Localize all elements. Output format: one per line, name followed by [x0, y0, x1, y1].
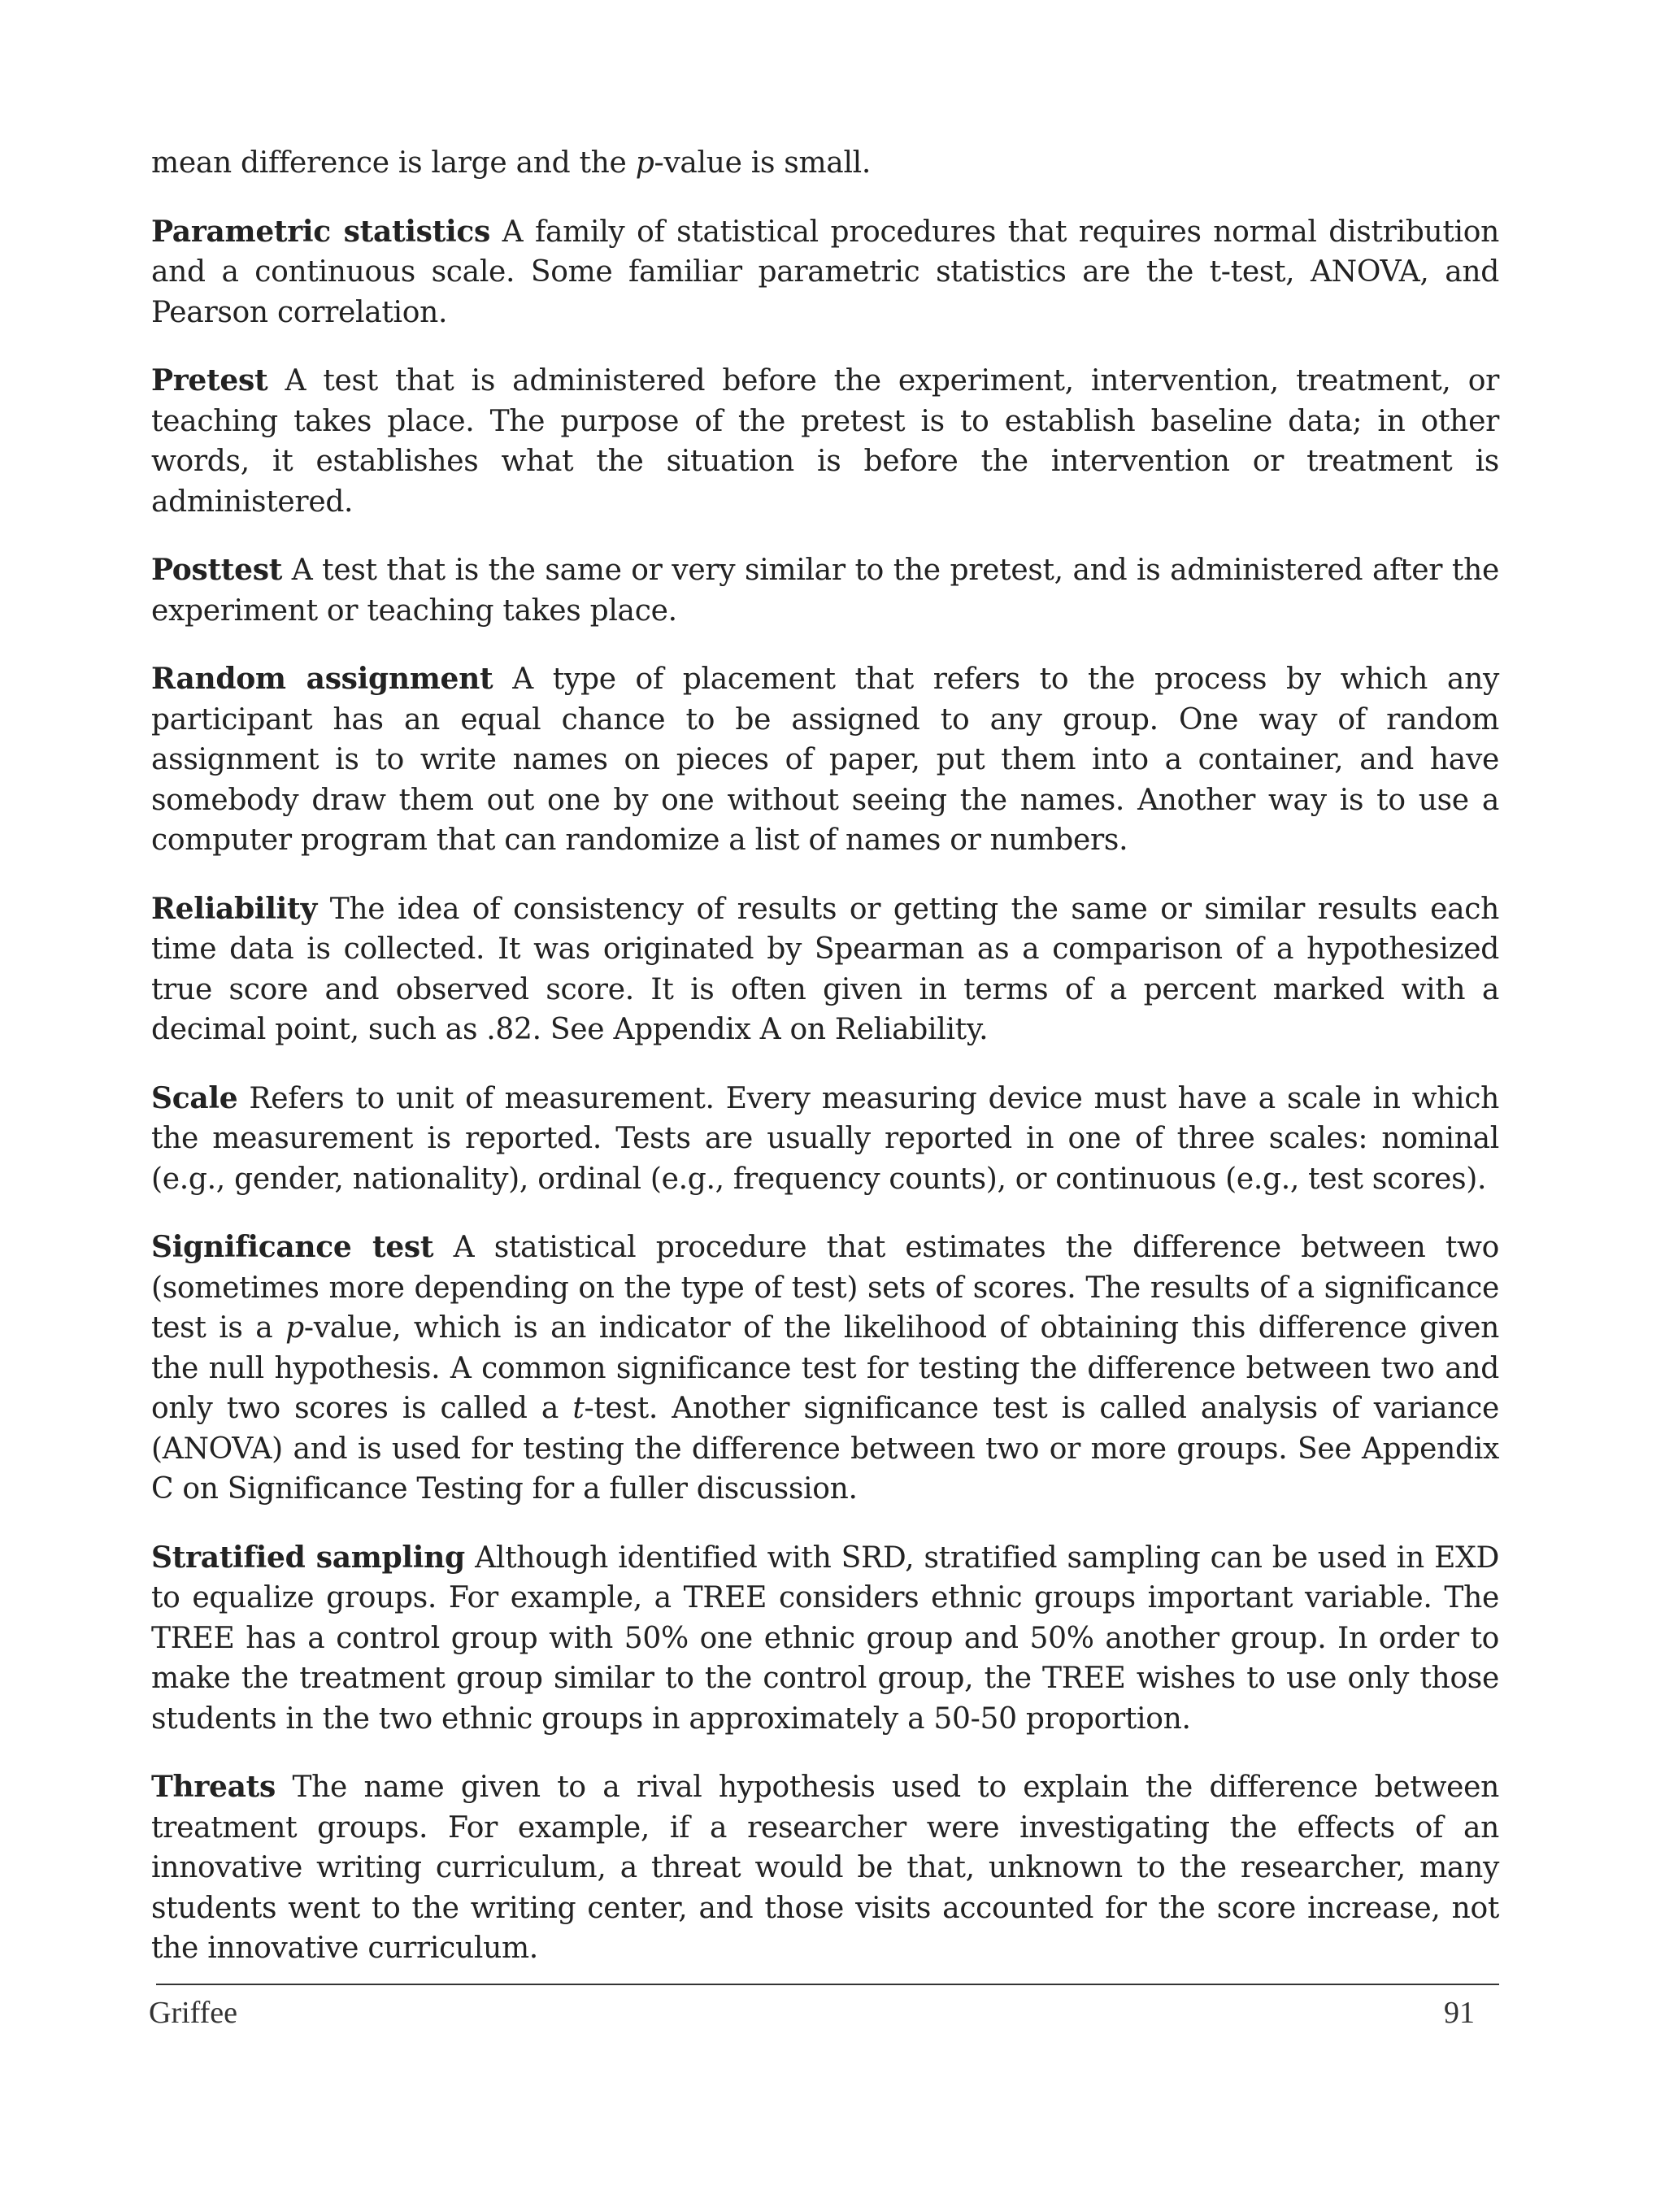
intro-italic: p [635, 146, 654, 180]
definition-significance-test-italic-t: t [572, 1392, 585, 1425]
definition-stratified-sampling: Although identified with SRD, stratified sampling can be used in EXD to equalize groups. For example, a TREE considers ethnic groups important variable. The TREE has a control group with 50% one ethnic group and 50% another group. In order to make the treatment group similar to the control group, the TREE wishes to use only those students in the two ethnic groups in approximately a 50-50 proportion. [151, 1541, 1500, 1736]
entry-parametric-statistics [151, 212, 1499, 333]
entry-random-assignment [151, 659, 1499, 861]
entry-pretest [151, 361, 1499, 522]
definition-reliability: The idea of consistency of results or getting the same or similar results each time data is collected. It was originated by Spearman as a comparison of a hypothesized true score and observed score. It is often given in terms of a percent marked with a decimal point, such as .82. See Appendix A on Reliability. [151, 892, 1499, 1046]
footer-divider [156, 1984, 1499, 1985]
term-reliability: Reliability [151, 891, 317, 926]
entry-reliability [151, 889, 1499, 1050]
entry-scale [151, 1079, 1499, 1200]
term-stratified-sampling: Stratified sampling [151, 1540, 465, 1575]
term-scale: Scale [151, 1080, 238, 1115]
definition-scale: Refers to unit of measurement. Every measuring device must have a scale in which the measurement is reported. Tests are usually reported in one of three scales: nominal (e.g., gender, nationality), ordinal (e.g., frequency counts), or continuous (e.g., test scores). [151, 1081, 1499, 1196]
definition-posttest: A test that is the same or very similar to the pretest, and is administered after the experiment or teaching takes place. [151, 554, 1499, 628]
intro-text-end: -value is small. [654, 146, 872, 180]
entry-threats [151, 1767, 1499, 1969]
intro-continuation [151, 143, 1499, 184]
definition-significance-test-part2: -value, which is an indicator of the likelihood of obtaining this difference given the null hypothesis. A common significance test for testing the difference between two and only two scores is called a [151, 1311, 1499, 1425]
footer-author: Griffee [149, 1996, 238, 2030]
glossary-body [151, 143, 1499, 1997]
definition-pretest: A test that is administered before the experiment, intervention, treatment, or teaching takes place. The purpose of the pretest is to establish baseline data; in other words, it establishes what the situation is before the intervention or treatment is administered. [151, 364, 1499, 519]
footer-page-number: 91 [1444, 1996, 1475, 2030]
term-significance-test: Significance test [151, 1230, 434, 1264]
definition-significance-test-italic-p: p [285, 1311, 304, 1345]
term-random-assignment: Random assignment [151, 662, 493, 696]
entry-stratified-sampling [151, 1538, 1499, 1740]
intro-text: mean difference is large and the [151, 146, 636, 180]
entry-posttest [151, 550, 1499, 631]
term-threats: Threats [151, 1770, 276, 1804]
definition-significance-test-part1: A statistical procedure that estimates the difference between two (sometimes more depending on the type of test) sets of scores. The results of a significance test is a [151, 1231, 1499, 1345]
definition-threats: The name given to a rival hypothesis used to explain the difference between treatment groups. For example, if a researcher were investigating the effects of an innovative writing curriculum, a threat would be that, unknown to the researcher, many students went to the writing center, and those visits accounted for the score increase, not the innovative curriculum. [151, 1771, 1499, 1965]
term-posttest: Posttest [151, 553, 283, 587]
term-pretest: Pretest [151, 363, 268, 398]
term-parametric-statistics: Parametric statistics [151, 214, 490, 249]
definition-significance-test-part3: -test. Another significance test is called analysis of variance (ANOVA) and is used for testing the difference between two or more groups. See Appendix C on Significance Testing for a fuller discussion. [151, 1392, 1499, 1506]
definition-parametric-statistics: A family of statistical procedures that requires normal distribution and a continuous scale. Some familiar parametric statistics are the t-test, ANOVA, and Pearson correlation. [151, 215, 1499, 329]
entry-significance-test [151, 1228, 1499, 1510]
definition-random-assignment: A type of placement that refers to the process by which any participant has an equal chance to be assigned to any group. One way of random assignment is to write names on pieces of paper, put them into a container, and have somebody draw them out one by one without seeing the names. Another way is to use a computer program that can randomize a list of names or numbers. [151, 663, 1499, 857]
